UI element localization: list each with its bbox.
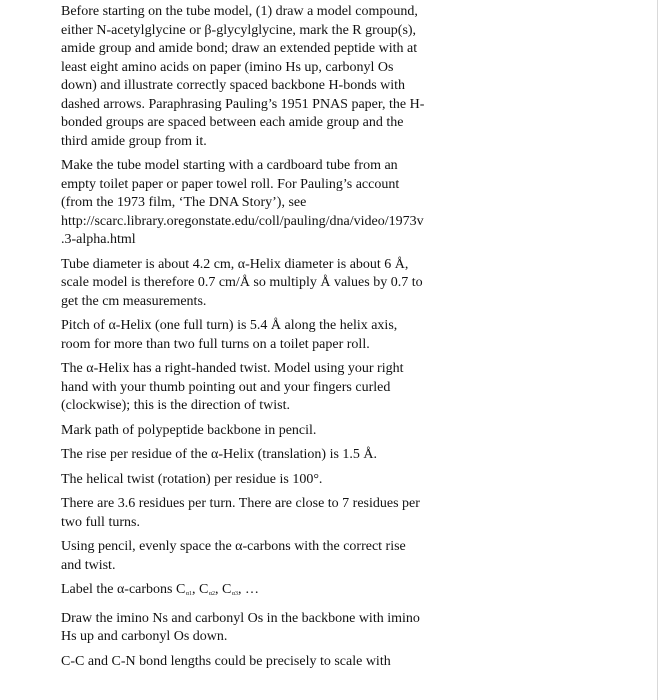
alpha-carbon-3-subscript: α3	[231, 591, 239, 597]
alpha-carbon-2: $C_{\alpha 2}$	[199, 582, 216, 597]
paragraph-residues-per-turn: There are 3.6 residues per turn. There are close to 7 residues per two full turns.	[61, 496, 420, 530]
paragraph-label-alpha-carbons: Label the α-carbons $C_{\alpha 1}$, $C_{\alpha 2}$, $C_{\alpha 3}$, …	[61, 582, 260, 597]
label-ellipsis: …	[245, 582, 260, 597]
paragraph-imino-carbonyl: Draw the imino Ns and carbonyl Os in the backbone with imino Hs up and carbonyl Os down.	[61, 610, 420, 644]
paragraph-tube-model: Make the tube model starting with a cardboard tube from an empty toilet paper or paper towel roll. For Pauling’s account (from the 1973 film, ‘The DNA Story’), see http://scarc.library.oregonstate.edu/coll/pauling/dna/video/1973v .3-alpha.html	[61, 158, 424, 247]
document-body	[61, 3, 481, 677]
paragraph-right-handed-twist: The α-Helix has a right-handed twist. Model using your right hand with your thumb pointing out and your fingers curled (clockwise); this is the direction of twist.	[61, 361, 404, 413]
alpha-carbon-2-subscript: α2	[208, 591, 216, 597]
paragraph-tube-diameter: Tube diameter is about 4.2 cm, α-Helix diameter is about 6 Å, scale model is therefore 0.7 cm/Å so multiply Å values by 0.7 to get the cm measurements.	[61, 256, 423, 309]
label-prefix: Label the α-carbons	[61, 582, 173, 597]
paragraph-helical-twist: The helical twist (rotation) per residue is 100°.	[61, 471, 323, 487]
paragraph-mark-path: Mark path of polypeptide backbone in pencil.	[61, 422, 317, 438]
alpha-carbon-3: $C_{\alpha 3}$	[222, 582, 239, 597]
paragraph-rise-per-residue: The rise per residue of the α-Helix (translation) is 1.5 Å.	[61, 447, 378, 462]
paragraph-pitch: Pitch of α-Helix (one full turn) is 5.4 Å along the helix axis, room for more than two full turns on a toilet paper roll.	[61, 318, 398, 352]
paragraph-space-alpha-carbons: Using pencil, evenly space the α-carbons with the correct rise and twist.	[61, 539, 406, 573]
alpha-carbon-1: $C_{\alpha 1}$	[176, 582, 193, 597]
paragraph-model-compound: Before starting on the tube model, (1) draw a model compound, either N-acetylglycine or β-glycylglycine, mark the R group(s), amide group and amide bond; draw an extended peptide with at least eight amino acids on paper (imino Hs up, carbonyl Os down) and illustrate correctly spaced backbone H-bonds with dashed arrows. Paraphrasing Pauling’s 1951 PNAS paper, the H- bonded groups are spaced between each amide group and the third amide group from it.	[61, 4, 425, 149]
alpha-carbon-1-subscript: α1	[185, 591, 193, 597]
paragraph-bond-lengths: C-C and C-N bond lengths could be precisely to scale with	[61, 653, 391, 669]
